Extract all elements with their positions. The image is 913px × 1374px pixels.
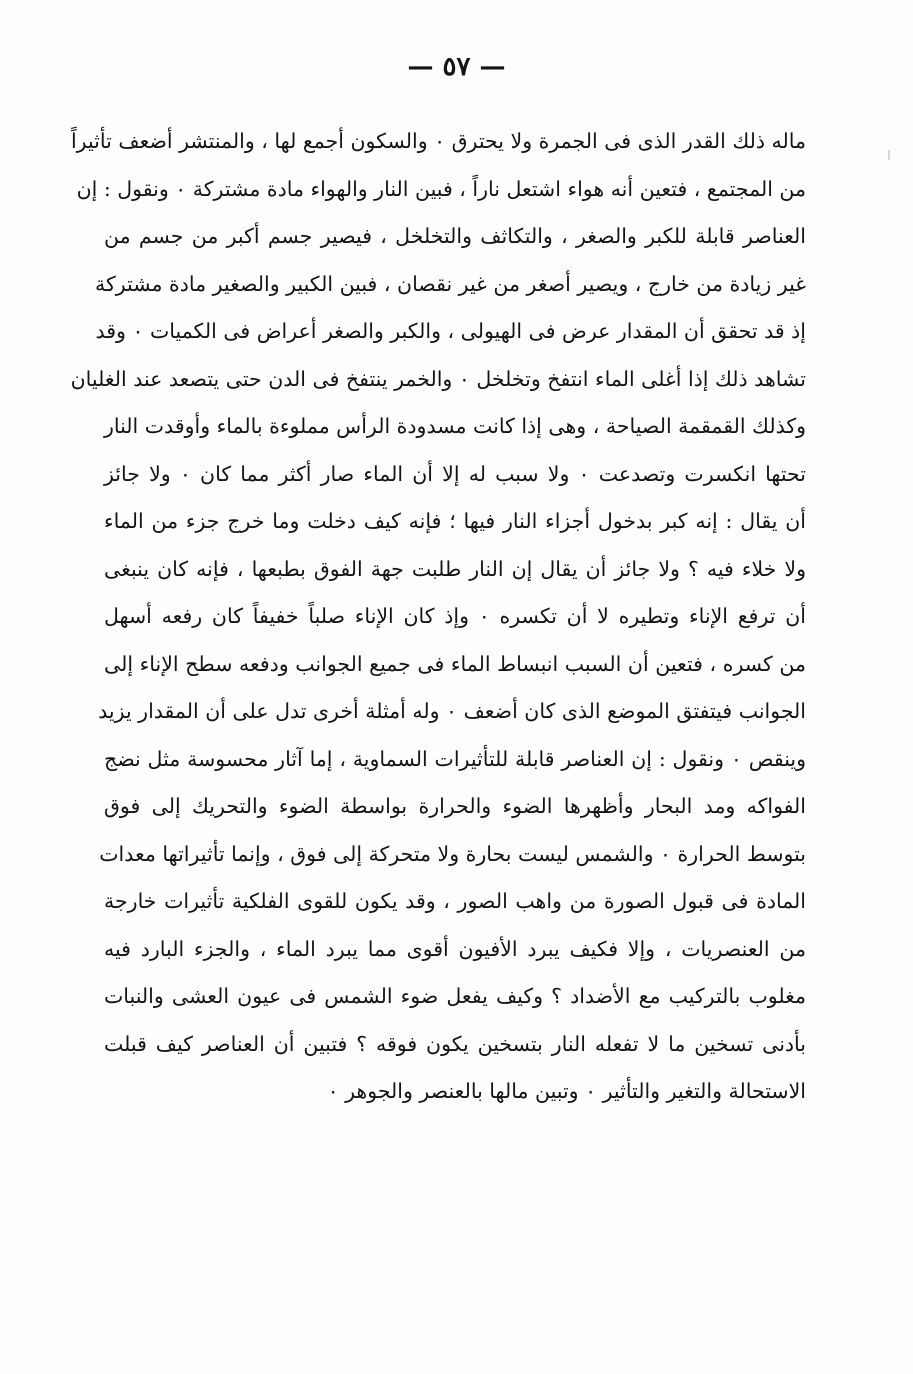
text-line: مغلوب بالتركيب مع الأضداد ؟ وكيف يفعل ضوء الشمس فى عيون العشى والنبات	[104, 984, 806, 1008]
text-line: أن ترفع الإناء وتطيره لا أن تكسره ٠ وإذ كان الإناء صلباً خفيفاً كان رفعه أسهل	[104, 604, 806, 628]
text-line: غير زيادة من خارج ، ويصير أصغر من غير نقصان ، فبين الكبير والصغير مادة مشتركة	[94, 271, 806, 296]
text-line: بأدنى تسخين ما لا تفعله النار بتسخين يكون فوقه ؟ فتبين أن العناصر كيف قبلت	[104, 1031, 806, 1056]
text-line: إذ قد تحقق أن المقدار عرض فى الهيولى ، والكبر والصغر أعراض فى الكميات ٠ وقد	[95, 319, 806, 343]
text-line: العناصر قابلة للكبر والصغر ، والتكاثف والتخلخل ، فيصير جسم أكبر من جسم من	[104, 224, 806, 248]
text-line: الجوانب فيتفتق الموضع الذى كان أضعف ٠ وله أمثلة أخرى تدل على أن المقدار يزيد	[98, 699, 806, 723]
text-line: وينقص ٠ ونقول : إن العناصر قابلة للتأثيرات السماوية ، إما آثار محسوسة مثل نضج	[104, 746, 806, 771]
text-line: تشاهد ذلك إذا أغلى الماء انتفخ وتخلخل ٠ والخمر ينتفخ فى الدن حتى يتصعد عند الغليان	[70, 366, 806, 391]
text-line: الفواكه ومد البحار وأظهرها الضوء والحرارة بواسطة الضوء والتحريك إلى فوق	[104, 794, 806, 818]
margin-mark	[888, 150, 890, 160]
text-line: بتوسط الحرارة ٠ والشمس ليست بحارة ولا متحركة إلى فوق ، وإنما تأثيراتها معدات	[99, 841, 806, 866]
text-line: من العنصريات ، وإلا فكيف يبرد الأفيون أقوى مما يبرد الماء ، والجزء البارد فيه	[104, 936, 806, 961]
text-line: ماله ذلك القدر الذى فى الجمرة ولا يحترق ٠ والسكون أجمع لها ، والمنتشر أضعف تأثيراً	[70, 129, 806, 153]
text-line: وكذلك القمقمة الصياحة ، وهى إذا كانت مسدودة الرأس مملوءة بالماء وأوقدت النار	[103, 414, 806, 438]
text-line: الاستحالة والتغير والتأثير ٠ وتبين مالها بالعنصر والجوهر ٠	[327, 1079, 806, 1103]
text-line: من كسره ، فتعين أن السبب انبساط الماء فى جميع الجوانب ودفعه سطح الإناء إلى	[104, 651, 806, 676]
text-line: من المجتمع ، فتعين أنه هواء اشتعل ناراً ، فبين النار والهواء مادة مشتركة ٠ ونقول : إن	[76, 176, 806, 201]
text-line: المادة فى قبول الصورة من واهب الصور ، وقد يكون للقوى الفلكية تأثيرات خارجة	[104, 889, 806, 913]
page-number: — ٥٧ —	[407, 52, 506, 82]
text-line: تحتها انكسرت وتصدعت ٠ ولا سبب له إلا أن الماء صار أكثر مما كان ٠ ولا جائز	[104, 461, 806, 486]
text-line: ولا خلاء فيه ؟ ولا جائز أن يقال إن النار طلبت جهة الفوق بطبعها ، فإنه كان ينبغى	[104, 556, 806, 581]
body-text	[70, 118, 806, 1116]
text-line: أن يقال : إنه كبر بدخول أجزاء النار فيها ؛ فإنه كيف دخلت وما خرج جزء من الماء	[104, 509, 806, 533]
